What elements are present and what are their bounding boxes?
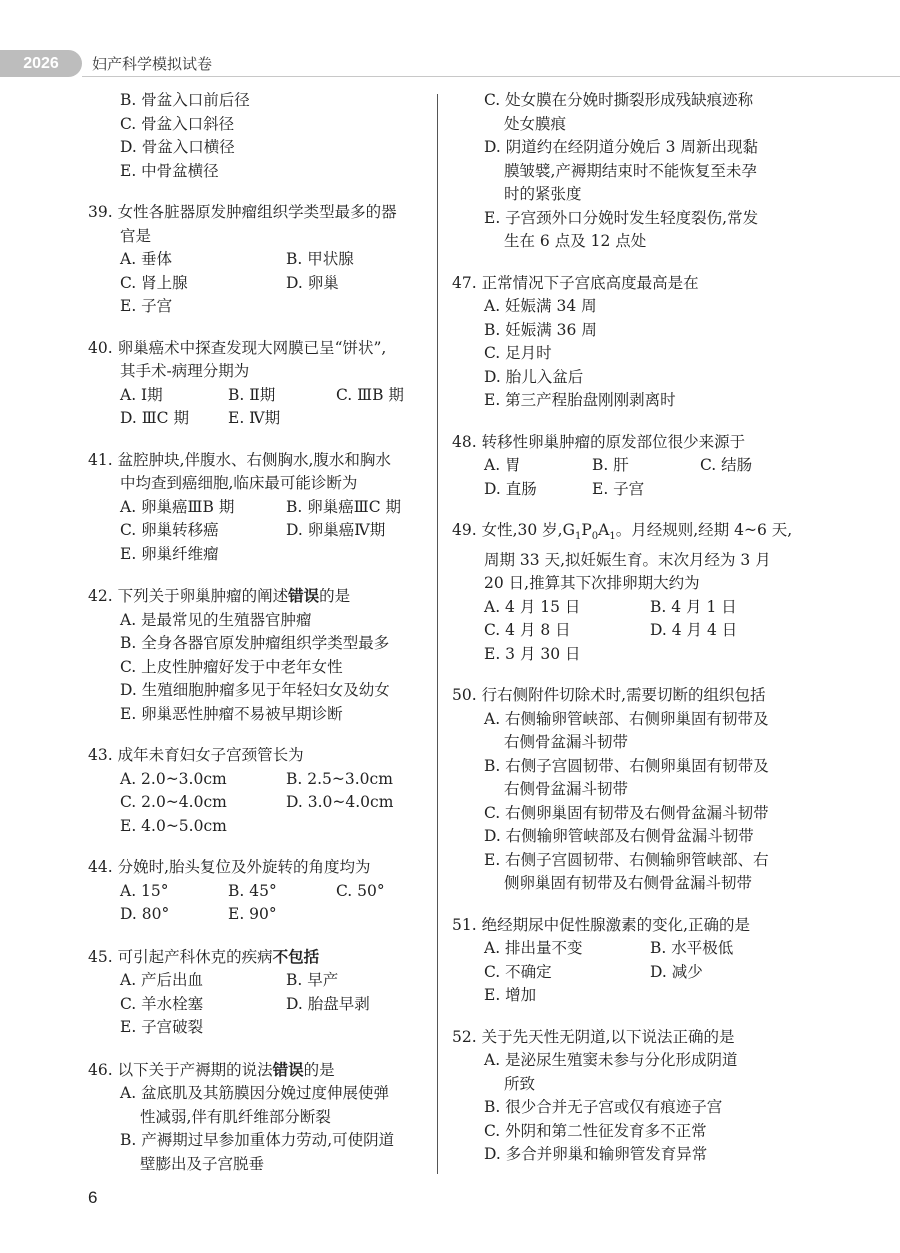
option: B. 全身各器官原发肿瘤组织学类型最多 (120, 634, 390, 652)
option: D. ⅢC 期 (120, 409, 189, 427)
option: A. 卵巢癌ⅢB 期 (120, 497, 235, 516)
option: A. 产后出血 (120, 971, 204, 989)
option: E. 卵巢恶性肿瘤不易被早期诊断 (120, 704, 343, 723)
option: B. 甲状腺 (286, 250, 354, 268)
option: C. 羊水栓塞 (120, 994, 204, 1013)
question-41 (88, 449, 426, 567)
question-43 (88, 744, 426, 838)
header-rule (82, 76, 900, 77)
option: C. ⅢB 期 (336, 385, 404, 404)
page-number: 6 (88, 1188, 98, 1207)
option: D. 卵巢 (286, 273, 339, 292)
right-column (452, 89, 802, 1185)
header-year-tab: 2026 (0, 50, 82, 77)
question-46-cont (452, 89, 802, 254)
question-45 (88, 945, 426, 1040)
question-48 (452, 431, 802, 502)
question-47 (452, 272, 802, 413)
option: B. 水平极低 (650, 939, 734, 958)
question-50 (452, 684, 802, 896)
question-stem: 39. 女性各脏器原发肿瘤组织学类型最多的器 (88, 203, 397, 221)
option-cont: 时的紧张度 (504, 185, 582, 203)
option: E. 中骨盆横径 (120, 161, 219, 180)
option: E. 子宫颈外口分娩时发生轻度裂伤,常发 (484, 208, 759, 227)
emphasis-word: 不包括 (272, 946, 320, 966)
question-stem: 40. 卵巢癌术中探查发现大网膜已呈“饼状”, (88, 338, 387, 357)
option: A. 4 月 15 日 (484, 597, 581, 616)
option: A. 排出量不变 (484, 939, 583, 958)
option: B. 2.5~3.0cm (286, 769, 393, 788)
option: B. 肝 (592, 456, 629, 474)
question-stem-cont: 官是 (120, 226, 152, 245)
question-stem: 44. 分娩时,胎头复位及外旋转的角度均为 (88, 858, 371, 876)
question-stem: 42. 下列关于卵巢肿瘤的阐述错误的是 (88, 586, 351, 605)
option: D. 胎儿入盆后 (484, 367, 584, 386)
option: C. 足月时 (484, 344, 552, 362)
option: E. 90° (228, 905, 277, 923)
option: B. 妊娠满 36 周 (484, 320, 597, 339)
option: C. 肾上腺 (120, 273, 188, 292)
emphasis-word: 错误 (288, 586, 320, 605)
option: C. 50° (336, 881, 385, 900)
option: C. 卵巢转移癌 (120, 521, 219, 539)
question-stem: 41. 盆腔肿块,伴腹水、右侧胸水,腹水和胸水 (88, 450, 391, 469)
option: B. 4 月 1 日 (650, 597, 737, 616)
column-divider (437, 94, 438, 1174)
option: A. 胃 (484, 456, 521, 474)
question-stem: 48. 转移性卵巢肿瘤的原发部位很少来源于 (452, 432, 746, 451)
option: D. 80° (120, 905, 170, 923)
question-49 (452, 519, 802, 666)
question-stem-cont: 20 日,推算其下次排卵期大约为 (484, 574, 700, 593)
question-stem: 47. 正常情况下子宫底高度最高是在 (452, 273, 699, 292)
option: E. 4.0~5.0cm (120, 816, 227, 835)
option-cont: 处女膜痕 (504, 114, 567, 133)
option: B. 很少合并无子宫或仅有痕迹子宫 (484, 1098, 723, 1117)
option: D. 直肠 (484, 479, 537, 498)
option: C. 骨盆入口斜径 (120, 114, 235, 133)
question-stem: 51. 绝经期尿中促性腺激素的变化,正确的是 (452, 915, 751, 934)
option: E. 增加 (484, 986, 537, 1005)
option: C. 不确定 (484, 962, 552, 981)
option: C. 外阴和第二性征发育多不正常 (484, 1121, 707, 1140)
option: D. 卵巢癌Ⅳ期 (286, 521, 386, 539)
question-stem: 52. 关于先天性无阴道,以下说法正确的是 (452, 1027, 735, 1046)
option: D. 4 月 4 日 (650, 621, 738, 640)
question-stem-cont: 其手术-病理分期为 (120, 362, 250, 380)
option: D. 右侧输卵管峡部及右侧骨盆漏斗韧带 (484, 827, 754, 846)
question-38-cont (88, 89, 426, 183)
option-cont: 性减弱,伴有肌纤维部分断裂 (140, 1107, 331, 1126)
option: C. 上皮性肿瘤好发于中老年女性 (120, 657, 343, 676)
option-cont: 壁膨出及子宫脱垂 (140, 1154, 265, 1173)
option: C. 结肠 (700, 456, 753, 474)
option: A. 15° (120, 881, 169, 900)
option: B. 右侧子宫圆韧带、右侧卵巢固有韧带及 (484, 756, 769, 775)
option-cont: 侧卵巢固有韧带及右侧骨盆漏斗韧带 (504, 874, 753, 893)
option: E. Ⅳ期 (228, 409, 281, 427)
question-stem: 43. 成年未育妇女子宫颈管长为 (88, 746, 304, 764)
question-44 (88, 856, 426, 927)
option-cont: 生在 6 点及 12 点处 (504, 232, 647, 250)
left-column (88, 89, 426, 1194)
option: A. 右侧输卵管峡部、右侧卵巢固有韧带及 (484, 709, 769, 728)
question-stem-cont: 中均查到癌细胞,临床最可能诊断为 (120, 474, 358, 492)
option: C. 处女膜在分娩时撕裂形成残缺痕迹称 (484, 91, 754, 109)
question-40 (88, 337, 426, 431)
option: D. 胎盘早剥 (286, 994, 370, 1013)
question-stem: 45. 可引起产科休克的疾病不包括 (88, 946, 320, 966)
option: A. 是最常见的生殖器官肿瘤 (120, 610, 312, 629)
option: C. 4 月 8 日 (484, 621, 571, 640)
option: E. 子宫 (592, 479, 645, 498)
option: B. 早产 (286, 971, 339, 989)
option-cont: 右侧骨盆漏斗韧带 (504, 733, 629, 752)
option: A. 妊娠满 34 周 (484, 297, 597, 315)
option: D. 减少 (650, 962, 703, 981)
question-51 (452, 914, 802, 1008)
option: A. 盆底肌及其筋膜因分娩过度伸展使弹 (120, 1084, 390, 1102)
question-stem-cont: 周期 33 天,拟妊娠生育。末次月经为 3 月 (484, 550, 771, 569)
option: D. 生殖细胞肿瘤多见于年轻妇女及幼女 (120, 681, 390, 699)
option: C. 右侧卵巢固有韧带及右侧骨盆漏斗韧带 (484, 803, 769, 822)
option: D. 3.0~4.0cm (286, 793, 394, 811)
option: B. 45° (228, 881, 277, 900)
question-stem: 49. 女性,30 岁$,G_1P_0A_1$。月经规则,经期 4~6 天, (452, 521, 793, 543)
option: B. 产褥期过早参加重体力劳动,可使阴道 (120, 1131, 395, 1149)
option: A. 2.0~3.0cm (120, 769, 227, 788)
option: E. 子宫 (120, 297, 173, 315)
option: B. Ⅱ期 (228, 385, 276, 404)
option-cont: 膜皱襞,产褥期结束时不能恢复至未孕 (504, 161, 757, 180)
emphasis-word: 错误 (272, 1059, 304, 1079)
option: A. 是泌尿生殖窦未参与分化形成阴道 (484, 1051, 738, 1070)
option: E. 第三产程胎盘刚刚剥离时 (484, 391, 676, 409)
option: A. 垂体 (120, 250, 173, 268)
option: E. 卵巢纤维瘤 (120, 544, 219, 563)
option: C. 2.0~4.0cm (120, 793, 227, 811)
option: D. 阴道约在经阴道分娩后 3 周新出现黏 (484, 138, 758, 156)
question-52 (452, 1026, 802, 1167)
option: E. 右侧子宫圆韧带、右侧输卵管峡部、右 (484, 850, 769, 869)
question-42 (88, 584, 426, 726)
question-46 (88, 1058, 426, 1177)
option: B. 卵巢癌ⅢC 期 (286, 497, 401, 516)
option: E. 3 月 30 日 (484, 644, 581, 663)
option: A. Ⅰ期 (120, 385, 163, 404)
question-stem: 50. 行右侧附件切除术时,需要切断的组织包括 (452, 686, 766, 705)
option: D. 多合并卵巢和输卵管发育异常 (484, 1145, 708, 1164)
question-39 (88, 201, 426, 319)
option: D. 骨盆入口横径 (120, 138, 235, 156)
option: E. 子宫破裂 (120, 1018, 204, 1036)
question-stem: 46. 以下关于产褥期的说法错误的是 (88, 1059, 335, 1079)
option-cont: 右侧骨盆漏斗韧带 (504, 780, 629, 799)
option: B. 骨盆入口前后径 (120, 91, 250, 109)
option-cont: 所致 (504, 1074, 536, 1093)
header-title: 妇产科学模拟试卷 (92, 56, 213, 73)
